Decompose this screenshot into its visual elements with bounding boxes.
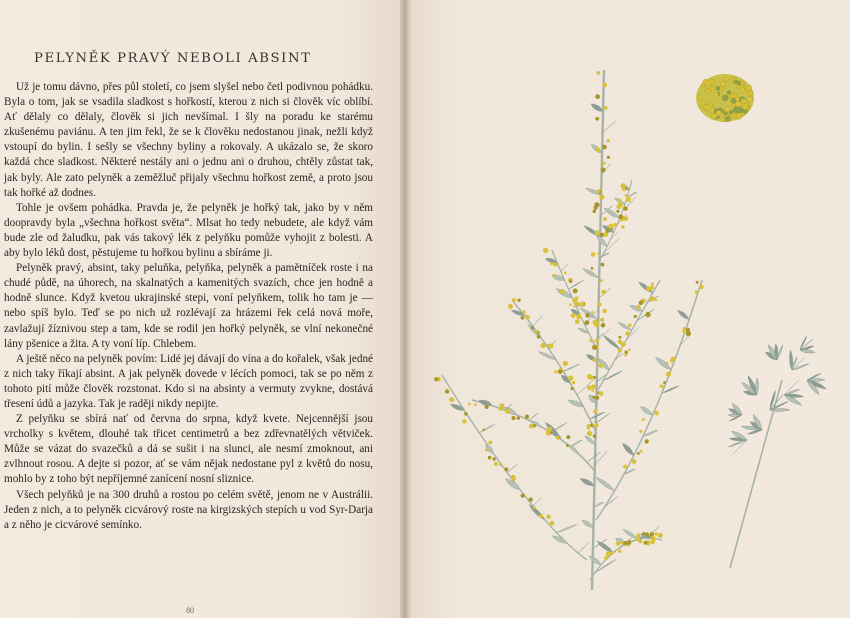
leaf bbox=[533, 498, 541, 506]
flower-bud bbox=[558, 370, 562, 374]
flower-bud bbox=[671, 357, 675, 361]
flower-bud bbox=[611, 551, 614, 554]
flower-bud bbox=[618, 199, 621, 202]
floret bbox=[710, 86, 715, 91]
flower-bud bbox=[597, 252, 600, 255]
floret bbox=[733, 93, 738, 98]
flower-bud bbox=[564, 271, 567, 274]
leaf bbox=[529, 504, 545, 520]
paragraph-6: Všech pelyňků je na 300 druhů a rostou po celém světě, jenom ne v Austrálii. Jeden z nich, a to pelyněk cicvárový roste na kirgizských stepích u vod Syr-Darja a z něho je cicvárové semínko. bbox=[4, 488, 373, 531]
flower-bud bbox=[550, 262, 553, 265]
leaf bbox=[623, 443, 634, 455]
flower-bud bbox=[593, 358, 597, 362]
flower-bud bbox=[571, 314, 574, 317]
flower-bud bbox=[628, 187, 631, 190]
right-page bbox=[412, 0, 850, 618]
flower-bud bbox=[603, 309, 607, 313]
flower-bud bbox=[654, 411, 659, 416]
flower-bud bbox=[632, 459, 637, 464]
flower-bud bbox=[584, 320, 589, 325]
flower-bud bbox=[599, 194, 604, 199]
flower-bud bbox=[624, 216, 629, 221]
flower-bud bbox=[566, 444, 569, 447]
flower-bud bbox=[618, 336, 621, 339]
flower-bud bbox=[539, 514, 543, 518]
flower-bud bbox=[580, 302, 585, 307]
page-title: PELYNĚK PRAVÝ NEBOLI ABSINT bbox=[34, 51, 312, 66]
flower-bud bbox=[488, 441, 492, 445]
leaf-lobe bbox=[728, 440, 747, 447]
flower-bud bbox=[595, 339, 599, 343]
flower-bud bbox=[596, 190, 600, 194]
flower-bud bbox=[587, 385, 592, 390]
floret bbox=[705, 89, 710, 94]
flower-bud bbox=[556, 436, 560, 440]
flower-bud bbox=[593, 435, 596, 438]
flower-bud bbox=[528, 497, 532, 501]
flower-bud bbox=[547, 515, 551, 519]
flower-bud bbox=[654, 532, 657, 535]
flower-bud bbox=[569, 303, 572, 306]
leaf bbox=[605, 496, 618, 507]
flower-bud bbox=[593, 320, 598, 325]
flower-bud bbox=[695, 290, 699, 294]
leaf-lobe bbox=[747, 430, 762, 434]
flower-bud bbox=[517, 416, 521, 420]
flower-bud bbox=[593, 210, 597, 214]
leaf bbox=[596, 477, 615, 491]
flower-bud bbox=[531, 326, 534, 329]
leaf-lobe bbox=[800, 350, 815, 354]
flower-bud bbox=[548, 343, 553, 348]
flower-bud bbox=[606, 551, 611, 556]
leaf bbox=[597, 541, 613, 553]
leaf bbox=[630, 305, 643, 311]
leaf bbox=[561, 264, 568, 272]
flower-bud bbox=[504, 467, 508, 471]
floret bbox=[705, 80, 711, 86]
flower-bud bbox=[587, 431, 592, 436]
flower-bud bbox=[639, 430, 642, 433]
flower-bud bbox=[543, 248, 548, 253]
paragraph-1: Už je tomu dávno, přes půl století, co jsem slyšel nebo četl podivnou pohádku. Byla o tom, jak se vsadila sladkost s hořkostí, kterou z nich si člověk víc oblíbí. Ať dělaly co dělaly, člověk si jich nevšímal. I šly na poradu ke starému zkušenému paviánu. A ten jim řekl, že se k člověku nedostanou jinak, nežli když vstoupí do bylin. I sešly se všechny byliny a rokovaly. A ukázalo se, že skoro každá chce sladkost. Některé nestály ani o jednu ani o druhou, chtěly zůstat tak, jak byly. Ale zato pelyněk a zeměžluč přijaly všechnu hořkost země, a proto jsou tak hořké až dodnes. bbox=[4, 81, 373, 199]
flower-bud bbox=[591, 389, 594, 392]
floret bbox=[725, 116, 731, 122]
flower-bud bbox=[651, 282, 654, 285]
flower-bud bbox=[591, 252, 595, 256]
leaf bbox=[604, 208, 620, 218]
flower-bud bbox=[623, 465, 627, 469]
flower-bud bbox=[589, 339, 592, 342]
plant-stems bbox=[442, 70, 702, 590]
flower-bud bbox=[511, 416, 515, 420]
floret bbox=[746, 85, 752, 91]
flower-bud bbox=[601, 263, 605, 267]
floret bbox=[737, 107, 743, 113]
leaf bbox=[582, 520, 593, 528]
flower-bud bbox=[512, 298, 516, 302]
flower-bud bbox=[626, 197, 631, 202]
flower-bud bbox=[621, 342, 626, 347]
flower-bud bbox=[600, 318, 604, 322]
leaf bbox=[580, 478, 594, 486]
leaf bbox=[678, 310, 690, 320]
flower-bud bbox=[646, 286, 651, 291]
flower-bud bbox=[568, 375, 573, 380]
floret bbox=[725, 106, 731, 112]
flower-bud bbox=[587, 424, 591, 428]
flower-bud bbox=[462, 419, 466, 423]
flower-bud bbox=[474, 403, 477, 406]
floret bbox=[722, 95, 728, 101]
flower-bud bbox=[591, 384, 596, 389]
flower-bud bbox=[592, 345, 597, 350]
flower-bud bbox=[607, 156, 610, 159]
flower-bud bbox=[521, 316, 525, 320]
flower-bud bbox=[639, 301, 644, 306]
floret bbox=[741, 99, 746, 104]
flower-bud bbox=[493, 457, 496, 460]
flower-bud bbox=[499, 403, 504, 408]
flower-bud bbox=[595, 117, 599, 121]
flower-bud bbox=[601, 323, 606, 328]
floret bbox=[724, 77, 729, 82]
flower-bud bbox=[628, 324, 631, 327]
flower-bud bbox=[621, 541, 624, 544]
flower-bud bbox=[591, 311, 594, 314]
leaf bbox=[578, 543, 589, 553]
flower-bud bbox=[569, 280, 573, 284]
floret bbox=[712, 113, 717, 118]
flower-bud bbox=[553, 262, 557, 266]
flower-bud bbox=[608, 224, 613, 229]
flower-bud bbox=[595, 147, 599, 151]
flower-bud bbox=[560, 289, 565, 294]
flower-bud bbox=[606, 229, 610, 233]
flower-bud bbox=[621, 225, 625, 229]
flower-bud bbox=[597, 71, 601, 75]
flower-bud bbox=[485, 405, 489, 409]
flower-bud bbox=[604, 106, 608, 110]
flower-bud bbox=[576, 314, 581, 319]
flower-bud bbox=[566, 435, 570, 439]
floret bbox=[705, 105, 711, 111]
leaf bbox=[602, 120, 616, 132]
leaf bbox=[583, 269, 599, 279]
leaf bbox=[533, 315, 543, 326]
flower-bud bbox=[541, 343, 546, 348]
flower-bud bbox=[576, 302, 580, 306]
flower-bud bbox=[529, 424, 534, 429]
flower-bud bbox=[658, 533, 663, 538]
flower-bud bbox=[483, 429, 486, 432]
flower-bud bbox=[525, 315, 528, 318]
floret bbox=[721, 117, 725, 121]
leaf bbox=[589, 556, 601, 565]
flower-bud bbox=[618, 549, 622, 553]
flower-bud bbox=[499, 463, 502, 466]
flower-bud bbox=[625, 331, 629, 335]
flower-bud bbox=[591, 267, 594, 270]
leaf bbox=[640, 407, 652, 416]
leaf-detail-drawing bbox=[728, 336, 827, 568]
flower-bud bbox=[699, 285, 704, 290]
left-page bbox=[0, 0, 402, 618]
flower-bud bbox=[645, 312, 650, 317]
flower-buds bbox=[434, 71, 704, 560]
leaf bbox=[623, 529, 639, 540]
flower-bud bbox=[616, 210, 619, 213]
flower-bud bbox=[603, 217, 607, 221]
floret bbox=[698, 95, 702, 99]
flower-bud bbox=[595, 94, 600, 99]
floret bbox=[747, 96, 753, 102]
leaf bbox=[611, 232, 619, 240]
flower-bud bbox=[595, 230, 600, 235]
flower-bud bbox=[507, 411, 510, 414]
flower-bud bbox=[546, 430, 550, 434]
floret bbox=[720, 86, 724, 90]
plant-leaves bbox=[451, 104, 690, 573]
flower-bud bbox=[494, 462, 498, 466]
flower-bud bbox=[604, 556, 608, 560]
flower-bud bbox=[616, 541, 621, 546]
flower-bud bbox=[594, 206, 598, 210]
flower-bud bbox=[640, 450, 643, 453]
flower-bud bbox=[623, 206, 627, 210]
page-number: 80 bbox=[186, 606, 194, 615]
flower-bud bbox=[537, 335, 541, 339]
leaf bbox=[529, 413, 539, 421]
flower-bud bbox=[449, 397, 454, 402]
flower-bud bbox=[616, 204, 621, 209]
flower-bud bbox=[468, 403, 471, 406]
leaf bbox=[557, 524, 578, 532]
flower-bud bbox=[636, 537, 640, 541]
leaf bbox=[479, 424, 495, 433]
book-gutter bbox=[400, 0, 412, 618]
flower-bud bbox=[637, 452, 640, 455]
flower-bud bbox=[598, 363, 603, 368]
leaf-lobe bbox=[756, 378, 759, 395]
flower-bud bbox=[445, 389, 449, 393]
leaf bbox=[479, 400, 492, 406]
flower-bud bbox=[637, 533, 641, 537]
leaf bbox=[594, 502, 604, 507]
article-body bbox=[4, 80, 373, 533]
flower-bud bbox=[517, 299, 520, 302]
paragraph-2: Tohle je ovšem pohádka. Pravda je, že pelyněk je hořký tak, jako by v něm doopravdy byla „všechna hořkost světa“. Mlsat ho tedy nebudete, ale když vám bude zle od žaludku, pak vás takový lék z pelyňku pomůže vyhojit z bolesti. A aby bylo léků dost, pěstujeme tu hořkou bylinu a sbíráme ji. bbox=[4, 201, 373, 260]
flower-bud bbox=[602, 145, 607, 150]
stem bbox=[442, 375, 587, 560]
flower-bud bbox=[601, 290, 606, 295]
flower-bud bbox=[594, 423, 599, 428]
flower-bud bbox=[665, 362, 668, 365]
flower-bud bbox=[554, 370, 557, 373]
flower-bud bbox=[622, 188, 626, 192]
flower-bud bbox=[651, 536, 656, 541]
floret bbox=[727, 91, 731, 95]
leaf bbox=[655, 357, 671, 370]
flower-bud bbox=[634, 315, 637, 318]
flower-bud bbox=[521, 494, 525, 498]
flower-bud bbox=[666, 372, 671, 377]
floret bbox=[732, 115, 736, 119]
flower-bud bbox=[572, 298, 577, 303]
leaf bbox=[595, 451, 608, 465]
flower-bud bbox=[553, 274, 556, 277]
floret bbox=[739, 87, 745, 93]
flower-bud bbox=[601, 168, 606, 173]
flower-bud bbox=[563, 361, 568, 366]
flower-bud bbox=[625, 194, 628, 197]
flower-bud bbox=[571, 387, 574, 390]
flower-bud bbox=[645, 532, 649, 536]
flower-bud bbox=[550, 521, 555, 526]
flower-bud bbox=[696, 281, 699, 284]
flower-bud bbox=[618, 214, 623, 219]
flower-bud bbox=[636, 305, 640, 309]
leaf bbox=[589, 395, 596, 403]
stem bbox=[472, 400, 594, 470]
flower-bud bbox=[434, 377, 438, 381]
flower-bud bbox=[624, 353, 627, 356]
flower-bud bbox=[598, 302, 602, 306]
floret bbox=[736, 113, 742, 119]
flower-bud bbox=[593, 409, 597, 413]
flower-bud bbox=[535, 330, 539, 334]
floret bbox=[747, 91, 752, 96]
flower-bud bbox=[686, 328, 690, 332]
floret bbox=[713, 93, 719, 99]
flower-bud bbox=[573, 288, 578, 293]
flower-bud bbox=[600, 279, 603, 282]
paragraph-5: Z pelyňku se sbírá nať od června do srpna, když kvete. Nejcennější jsou vrcholky s květem, dlouhé tak třicet centimetrů a bez zdřevnatělých větviček. Může se vázat do svazečků a dá se sušit i na slunci, ale nesmí zmoknout, ani zvlhnout rosou. A dejte si pozor, ať se vám nějak nedostane pyl z květů do nosu, mohlo by z toho být nepříjemné zanícení nosní sliznice. bbox=[4, 413, 373, 486]
flower-bud bbox=[573, 305, 576, 308]
flower-bud bbox=[464, 412, 468, 416]
flower-bud bbox=[663, 381, 666, 384]
flower-bud bbox=[654, 299, 657, 302]
flower-bud bbox=[533, 506, 536, 509]
flower-bud bbox=[592, 396, 595, 399]
leaf bbox=[570, 440, 582, 446]
flower-bud bbox=[525, 415, 529, 419]
floret bbox=[737, 81, 741, 85]
paragraph-4: A ještě něco na pelyněk povím: Lidé jej dávají do vína a do kořalek, však jedné z nich taky říkají absint. A jak pelyněk dovede v lécích pomoci, tak se po něm z tohoto pití může člověk rozstonat. Kdo si na absinty a vermuty zvykne, dostává třesení údů a jazyka. Tak je raději nikdy nepijte. bbox=[4, 352, 373, 410]
leaf bbox=[591, 104, 603, 112]
flower-bud bbox=[650, 296, 655, 301]
flower-bud bbox=[585, 313, 590, 318]
flower-bud bbox=[510, 475, 515, 480]
flower-bud bbox=[522, 311, 525, 314]
flower-bud bbox=[618, 348, 622, 352]
flower-bud bbox=[595, 396, 599, 400]
flower-head-detail bbox=[696, 74, 754, 122]
flower-bud bbox=[613, 223, 617, 227]
leaf bbox=[507, 464, 517, 472]
flower-bud bbox=[603, 83, 608, 88]
wormwood-plant-illustration bbox=[412, 0, 850, 618]
flower-bud bbox=[572, 381, 575, 384]
paragraph-3: Pelyněk pravý, absint, taky peluňka, pelyňka, pelyněk a pamětníček roste i na chudé půdě, na úhorech, na skalnatých a kamenitých svazích, chce jen hodně a hodně slunce. Když kvetou ukrajinské stepi, voní pelyňkem, tolik ho tam je — nebo spíš bylo. Teď se po nich už rozlévají za hrázemi řek celá nová moře, zavlažují žíznivou step a tam, kde se rodil jen hořký pelyněk, se vlní nekonečné lány pšenice a žita. A ty voní líp. Chlebem. bbox=[4, 262, 373, 350]
flower-bud bbox=[682, 329, 686, 333]
flower-bud bbox=[488, 456, 492, 460]
flower-bud bbox=[603, 162, 606, 165]
flower-bud bbox=[508, 304, 513, 309]
flower-bud bbox=[642, 418, 645, 421]
floret bbox=[731, 98, 736, 103]
flower-bud bbox=[642, 532, 645, 535]
flower-bud bbox=[590, 376, 594, 380]
flower-bud bbox=[645, 439, 649, 443]
flower-bud bbox=[644, 541, 648, 545]
flower-bud bbox=[599, 391, 604, 396]
flower-bud bbox=[623, 541, 627, 545]
flower-bud bbox=[575, 319, 580, 324]
flower-bud bbox=[485, 448, 488, 451]
flower-bud bbox=[628, 349, 631, 352]
flower-bud bbox=[661, 385, 664, 388]
flower-bud bbox=[606, 139, 609, 142]
